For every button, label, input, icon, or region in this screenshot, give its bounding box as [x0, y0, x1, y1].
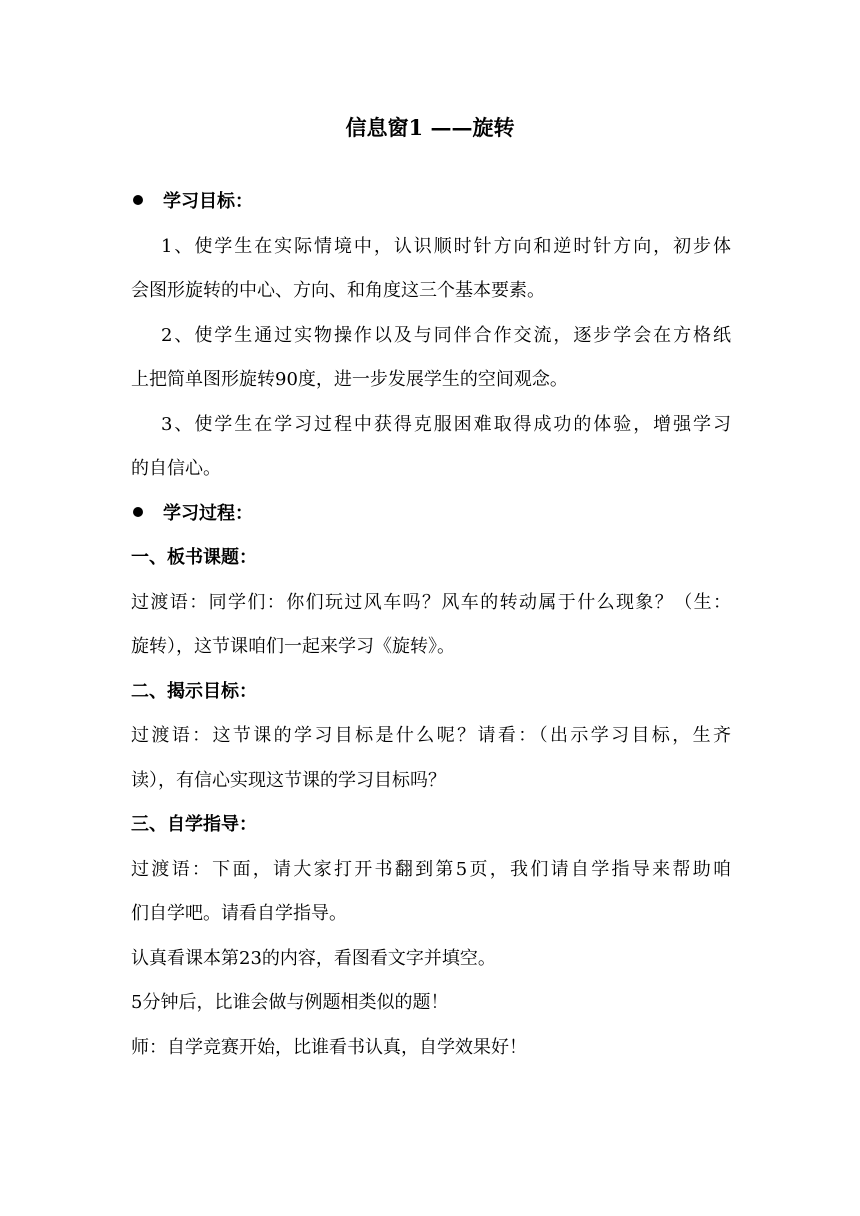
section-3-line-4: 5分钟后，比谁会做与例题相类似的题！	[131, 992, 449, 1013]
section-3-line-1: 过渡语：下面，请大家打开书翻到第5页，我们请自学指导来帮助咱	[131, 858, 731, 880]
section-3-line-2: 们自学吧。请看自学指导。	[131, 903, 347, 924]
section-2-line-2: 读），有信心实现这节课的学习目标吗？	[131, 769, 446, 791]
document-body	[131, 180, 731, 1070]
page-title: 信息窗1 ——旋转	[345, 115, 515, 140]
process-heading-text: 学习过程：	[163, 502, 253, 524]
goals-heading-text: 学习目标：	[163, 191, 253, 212]
bullet-dot-icon	[133, 195, 143, 205]
section-3-line-5: 师：自学竞赛开始，比谁看书认真，自学效果好！	[131, 1036, 527, 1058]
section-2-line-1: 过渡语：这节课的学习目标是什么呢？请看：（出示学习目标，生齐	[131, 725, 731, 746]
section-heading-2: 二、揭示目标：	[131, 680, 257, 702]
section-3-line-3: 认真看课本第23的内容，看图看文字并填空。	[131, 947, 496, 969]
goal-1-line-2: 会图形旋转的中心、方向、和角度这三个基本要素。	[131, 280, 545, 301]
goal-2-line-2: 上把简单图形旋转90度，进一步发展学生的空间观念。	[131, 369, 568, 390]
section-heading-1: 一、板书课题：	[131, 547, 257, 568]
goals-heading	[131, 180, 731, 225]
bullet-dot-icon	[133, 507, 143, 517]
goal-2-line-1: 2、使学生通过实物操作以及与同伴合作交流，逐步学会在方格纸	[161, 324, 731, 346]
section-heading-3: 三、自学指导：	[131, 814, 257, 835]
section-1-line-1: 过渡语：同学们：你们玩过风车吗？风车的转动属于什么现象？（生：	[131, 591, 731, 613]
process-heading	[131, 492, 731, 537]
section-1-line-2: 旋转），这节课咱们一起来学习《旋转》。	[131, 636, 455, 657]
goal-3-line-2: 的自信心。	[131, 458, 221, 479]
goal-1-line-1: 1、使学生在实际情境中，认识顺时针方向和逆时针方向，初步体	[161, 235, 731, 257]
goal-3-line-1: 3、使学生在学习过程中获得克服困难取得成功的体验，增强学习	[161, 413, 731, 435]
